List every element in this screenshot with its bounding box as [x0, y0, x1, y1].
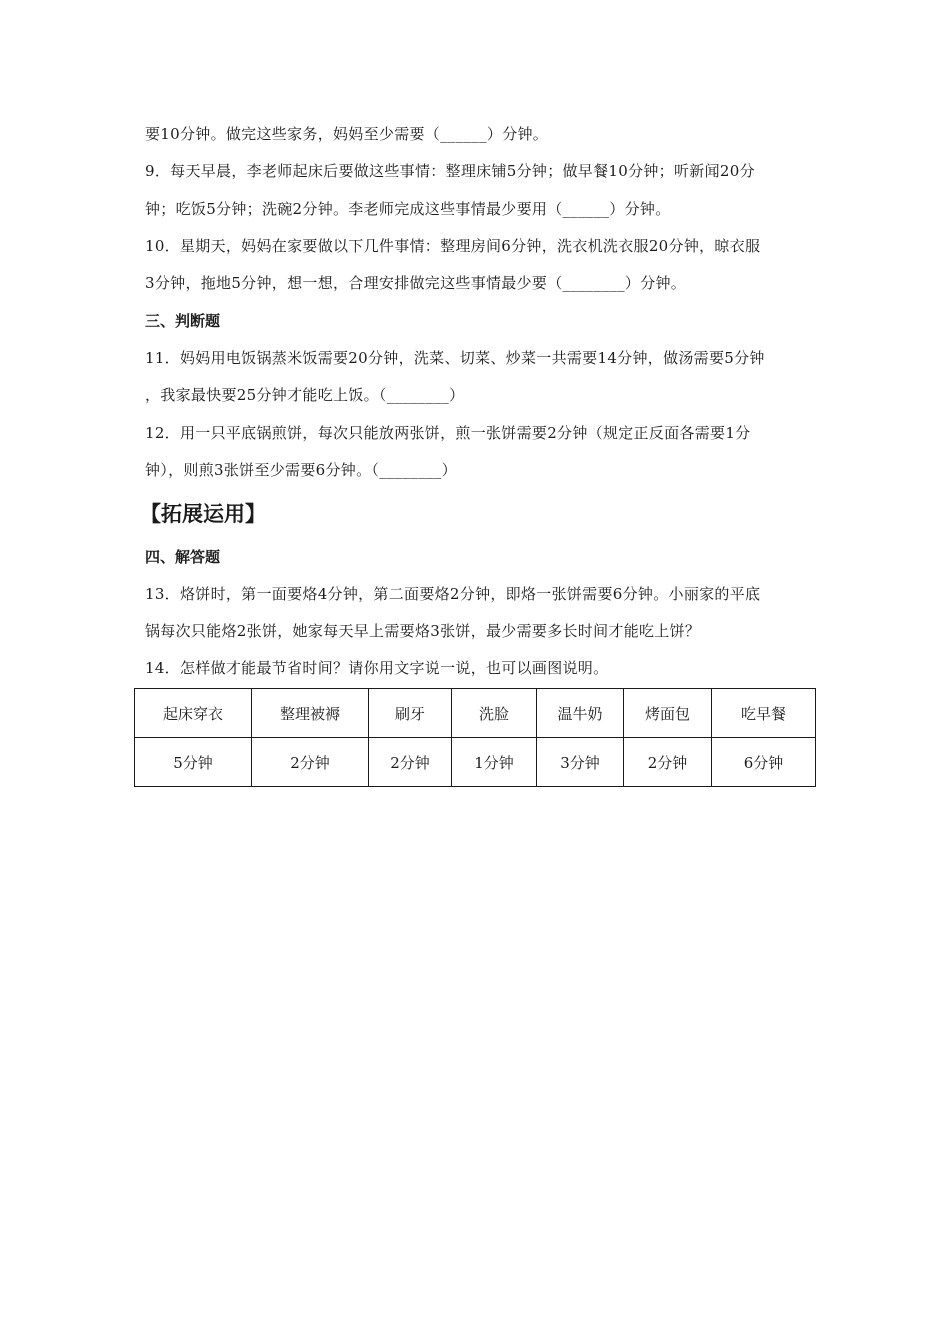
- table-cell-task: 烤面包: [624, 689, 712, 738]
- table-cell-time: 2分钟: [252, 738, 369, 787]
- table-cell-task: 整理被褥: [252, 689, 369, 738]
- table-cell-time: 1分钟: [452, 738, 537, 787]
- q10-line-1: 10．星期天，妈妈在家要做以下几件事情：整理房间6分钟，洗衣机洗衣服20分钟，晾衣服: [145, 237, 761, 255]
- q13-line-2: 锅每次只能烙2张饼，她家每天早上需要烙3张饼，最少需要多长时间才能吃上饼？: [145, 622, 701, 640]
- table-row-times: [135, 738, 816, 787]
- table-cell-task: 起床穿衣: [135, 689, 252, 738]
- table-cell-task: 吃早餐: [712, 689, 816, 738]
- q9-line-2: 钟；吃饭5分钟；洗碗2分钟。李老师完成这些事情最少要用（______）分钟。: [145, 200, 671, 218]
- section-title-extension: 【拓展运用】: [140, 502, 266, 526]
- task-time-table: [134, 688, 816, 787]
- q12-line-2: 钟），则煎3张饼至少需要6分钟。（________）: [145, 461, 457, 479]
- table-cell-time: 3分钟: [537, 738, 624, 787]
- table-cell-task: 洗脸: [452, 689, 537, 738]
- table-header-row: [135, 689, 816, 738]
- table-cell-time: 2分钟: [369, 738, 452, 787]
- table-cell-time: 2分钟: [624, 738, 712, 787]
- q11-line-2: ，我家最快要25分钟才能吃上饭。（________）: [145, 386, 465, 404]
- q12-line-1: 12．用一只平底锅煎饼，每次只能放两张饼，煎一张饼需要2分钟（规定正反面各需要1分: [145, 424, 751, 442]
- q10-line-2: 3分钟，拖地5分钟，想一想，合理安排做完这些事情最少要（________）分钟。: [145, 274, 687, 292]
- q9-line-1: 9．每天早晨，李老师起床后要做这些事情：整理床铺5分钟；做早餐10分钟；听新闻20分: [145, 162, 755, 180]
- table-cell-task: 温牛奶: [537, 689, 624, 738]
- table-cell-time: 5分钟: [135, 738, 252, 787]
- section-heading-answer: 四、解答题: [145, 548, 221, 566]
- table-cell-task: 刷牙: [369, 689, 452, 738]
- q13-line-1: 13．烙饼时，第一面要烙4分钟，第二面要烙2分钟，即烙一张饼需要6分钟。小丽家的平底: [145, 585, 761, 603]
- q11-line-1: 11．妈妈用电饭锅蒸米饭需要20分钟，洗菜、切菜、炒菜一共需要14分钟，做汤需要5分钟: [145, 349, 765, 367]
- section-heading-judgement: 三、判断题: [145, 312, 221, 330]
- q8-continuation: 要10分钟。做完这些家务，妈妈至少需要（______）分钟。: [145, 125, 549, 143]
- q14-line-1: 14．怎样做才能最节省时间？请你用文字说一说，也可以画图说明。: [145, 659, 609, 677]
- table-cell-time: 6分钟: [712, 738, 816, 787]
